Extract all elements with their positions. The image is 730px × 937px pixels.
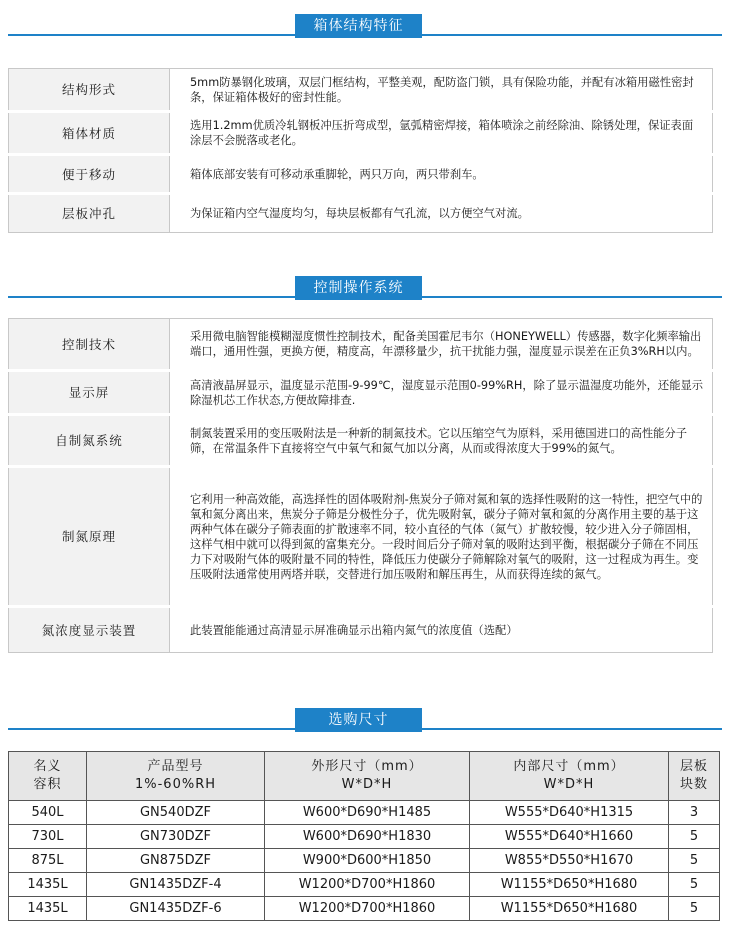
row-label: 显示屏 [9,371,170,415]
table-row [9,897,720,921]
cell-shelves: 5 [669,825,720,849]
cell-volume: 730L [9,825,87,849]
section-title-control: 控制操作系统 [295,276,422,300]
table-row [9,69,713,112]
table-header-row [9,752,720,801]
cell-inner-size: W555*D640*H1660 [470,825,669,849]
row-label: 自制氮系统 [9,415,170,467]
cell-outer-size: W600*D690*H1830 [265,825,470,849]
cell-volume: 875L [9,849,87,873]
table-row [9,467,713,607]
table-row [9,825,720,849]
table-row [9,607,713,653]
row-text: 高清液晶屏显示，温度显示范围-9-99℃，湿度显示范围0-99%RH，除了显示温湿度功能外，还能显示除湿机芯工作状态,方便故障排查. [170,371,713,415]
sizes-table [8,751,720,921]
cell-outer-size: W1200*D700*H1860 [265,897,470,921]
header-cell: 外形尺寸（mm） W*D*H [265,752,470,801]
row-label: 氮浓度显示装置 [9,607,170,653]
table-row [9,371,713,415]
table-row [9,849,720,873]
row-text: 为保证箱内空气湿度均匀，每块层板都有气孔流，以方便空气对流。 [170,194,713,233]
row-text: 采用微电脑智能模糊湿度惯性控制技术，配备美国霍尼韦尔（HONEYWELL）传感器，数字化频率输出端口，通用性强，更换方便，精度高，年漂移量少，抗干扰能力强，湿度显示误差在正负3%RH以内。 [170,319,713,371]
table-row [9,801,720,825]
header-cell: 产品型号 1%-60%RH [87,752,265,801]
cell-outer-size: W1200*D700*H1860 [265,873,470,897]
section-header-control [0,266,730,306]
row-label: 便于移动 [9,155,170,194]
cell-model: GN875DZF [87,849,265,873]
row-label: 箱体材质 [9,112,170,155]
cell-inner-size: W855*D550*H1670 [470,849,669,873]
cell-model: GN730DZF [87,825,265,849]
header-cell: 层板 块数 [669,752,720,801]
cell-inner-size: W1155*D650*H1680 [470,897,669,921]
row-text: 此装置能能通过高清显示屏准确显示出箱内氮气的浓度值（选配） [170,607,713,653]
row-label: 结构形式 [9,69,170,112]
table-row [9,319,713,371]
cell-model: GN540DZF [87,801,265,825]
table-row [9,415,713,467]
cell-model: GN1435DZF-4 [87,873,265,897]
row-text: 5mm防暴钢化玻璃，双层门框结构，平整美观，配防盗门锁，具有保险功能，并配有冰箱用磁性密封条，保证箱体极好的密封性能。 [170,69,713,112]
cell-outer-size: W600*D690*H1485 [265,801,470,825]
header-cell: 内部尺寸（mm） W*D*H [470,752,669,801]
cell-shelves: 3 [669,801,720,825]
cell-outer-size: W900*D600*H1850 [265,849,470,873]
cell-model: GN1435DZF-6 [87,897,265,921]
structure-table [8,68,713,233]
row-label: 制氮原理 [9,467,170,607]
section-title-structure: 箱体结构特征 [295,14,422,38]
row-text: 它利用一种高效能，高选择性的固体吸附剂-焦炭分子筛对氮和氧的选择性吸附的这一特性，把空气中的氧和氮分离出来，焦炭分子筛是分极性分子，优先吸附氧，碳分子筛对氧和氮的分离作用主要的基于这两种气体在碳分子筛表面的扩散速率不同，较小直径的气体（氮气）扩散较慢，较少进入分子筛固相，这样气相中就可以得到氮的富集充分。一段时间后分子筛对氧的吸附达到平衡，根据碳分子筛在不同压力下对吸附气体的吸附量不同的特性，降低压力使碳分子筛解除对氧气的吸附，这一过程成为再生。变压吸附法通常使用两塔并联，交替进行加压吸附和解压再生，从而获得连续的氮气。 [170,467,713,607]
cell-volume: 540L [9,801,87,825]
header-cell: 名义 容积 [9,752,87,801]
cell-shelves: 5 [669,897,720,921]
cell-inner-size: W555*D640*H1315 [470,801,669,825]
cell-shelves: 5 [669,873,720,897]
section-header-structure [0,4,730,44]
cell-volume: 1435L [9,897,87,921]
cell-volume: 1435L [9,873,87,897]
row-label: 控制技术 [9,319,170,371]
section-header-purchase [0,698,730,738]
cell-shelves: 5 [669,849,720,873]
cell-inner-size: W1155*D650*H1680 [470,873,669,897]
section-title-purchase: 选购尺寸 [295,708,422,732]
row-text: 制氮装置采用的变压吸附法是一种新的制氮技术。它以压缩空气为原料，采用德国进口的高性能分子筛，在常温条件下直接将空气中氧气和氮气加以分离，从而或得浓度大于99%的氮气。 [170,415,713,467]
row-text: 箱体底部安装有可移动承重脚轮，两只万向，两只带刹车。 [170,155,713,194]
table-row [9,112,713,155]
table-row [9,194,713,233]
table-row [9,873,720,897]
control-table [8,318,713,653]
table-row [9,155,713,194]
row-label: 层板冲孔 [9,194,170,233]
row-text: 选用1.2mm优质冷轧钢板冲压折弯成型，氩弧精密焊接，箱体喷涂之前经除油、除锈处理，保证表面涂层不会脱落或老化。 [170,112,713,155]
